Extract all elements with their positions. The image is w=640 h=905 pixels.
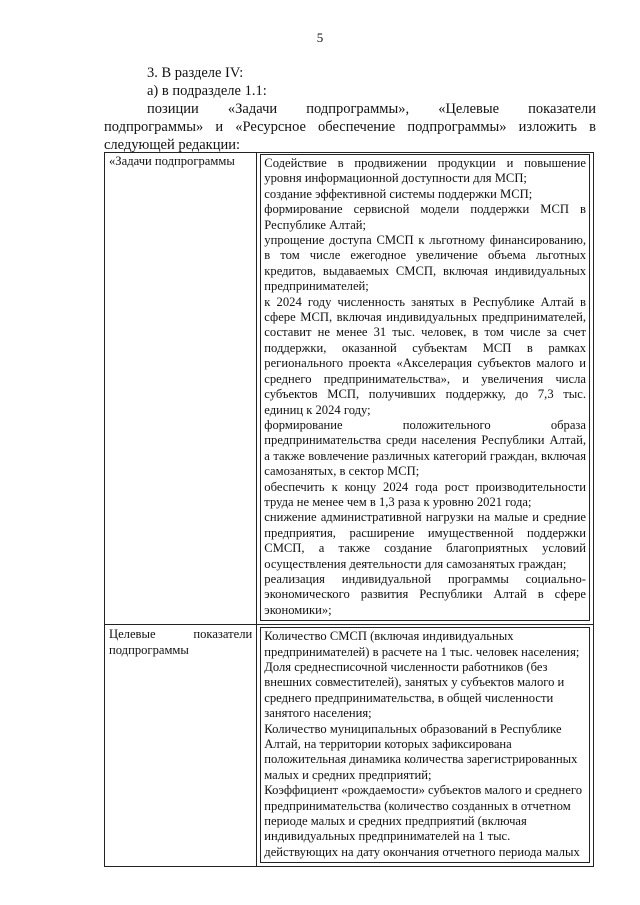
- list-item: снижение административной нагрузки на малые и средние предприятия, расширение имущественной поддержки СМСП, а также создание благоприятных условий осуществления деятельности для самозанятых граждан;: [264, 510, 586, 571]
- intro-word: изложить: [518, 119, 578, 135]
- list-item: реализация индивидуальной программы социально-экономического развития Республики Алтай в сфере экономики»;: [264, 571, 586, 617]
- list-item: Содействие в продвижении продукции и повышение уровня информационной доступности для МСП;: [264, 156, 586, 186]
- table-row-indicators: [105, 625, 594, 867]
- row-label-word: Целевые: [109, 627, 156, 642]
- intro-word: показатели: [528, 101, 596, 117]
- indicators-content: [260, 627, 590, 863]
- intro-line-1: [147, 100, 596, 118]
- intro-word: подпрограммы»,: [306, 101, 410, 117]
- tasks-content: [260, 154, 590, 621]
- section-heading: 3. В разделе IV:: [147, 65, 244, 81]
- intro-word: подпрограммы»: [407, 119, 507, 135]
- intro-word: «Целевые: [438, 101, 500, 117]
- list-item: к 2024 году численность занятых в Республике Алтай в сфере МСП, включая индивидуальных предпринимателей, составит не менее 31 тыс. человек, в том числе за счет поддержки, оказанной субъектам МСП в рамках регионального проекта «Акселерация субъектов малого и среднего предпринимательства», и увеличения числа субъектов МСП, получивших поддержку, до 7,3 тыс. единиц к 2024 году;: [264, 294, 586, 417]
- row-content-indicators: [257, 625, 594, 867]
- list-item: обеспечить к концу 2024 года рост производительности труда не менее чем в 1,3 раза к уровню 2021 года;: [264, 479, 586, 509]
- table-row-tasks: [105, 153, 594, 625]
- intro-word: обеспечение: [318, 119, 396, 135]
- row-label-indicators: [105, 625, 257, 867]
- intro-word: позиции: [147, 101, 199, 117]
- intro-word: «Задачи: [227, 101, 278, 117]
- passport-table: [104, 152, 594, 867]
- row-label-tasks: [105, 153, 257, 625]
- row-label-line-1: [109, 627, 252, 642]
- list-item: создание эффективной системы поддержки МСП;: [264, 186, 533, 201]
- list-item: Количество СМСП (включая индивидуальных предпринимателей) в расчете на 1 тыс. человек населения;: [264, 629, 580, 659]
- subsection-heading: а) в подразделе 1.1:: [147, 83, 267, 99]
- intro-word: «Ресурсное: [235, 119, 306, 135]
- list-item: Доля среднесписочной численности работников (без внешних совместителей), занятых у субъектов малого и среднего предпринимательства, в общей численности занятого населения;: [264, 660, 565, 721]
- page-number: 5: [316, 30, 324, 45]
- intro-line-3: следующей редакции:: [104, 137, 241, 153]
- list-item: формирование положительного образа предпринимательства среди населения Республики Алтай, а также вовлечение различных категорий граждан, включая самозанятых, в сектор МСП;: [264, 417, 586, 479]
- row-label-line-2: подпрограммы: [109, 642, 189, 657]
- intro-line-2: [104, 118, 596, 136]
- intro-word: в: [589, 119, 596, 135]
- intro-word: и: [215, 119, 224, 135]
- row-label: «Задачи подпрограммы: [109, 154, 235, 168]
- list-item: формирование сервисной модели поддержки МСП в Республике Алтай;: [264, 202, 586, 232]
- row-label-word: показатели: [193, 627, 253, 642]
- list-item: упрощение доступа СМСП к льготному финансированию, в том числе ежегодное увеличение объема льготных кредитов, выдаваемых СМСП, включая индивидуальных предпринимателей;: [264, 233, 586, 294]
- list-item: Количество муниципальных образований в Республике Алтай, на территории которых зафиксирована положительная динамика количества зарегистрированных малых и средних предприятий;: [264, 721, 578, 782]
- intro-word: подпрограммы»: [104, 119, 204, 135]
- list-item: Коэффициент «рождаемости» субъектов малого и среднего предпринимательства (количество созданных в отчетном периоде малых и средних предприятий (включая индивидуальных предпринимателей на 1 тыс. действующих на дату окончания отчетного периода малых: [264, 783, 582, 859]
- row-content-tasks: [257, 153, 594, 625]
